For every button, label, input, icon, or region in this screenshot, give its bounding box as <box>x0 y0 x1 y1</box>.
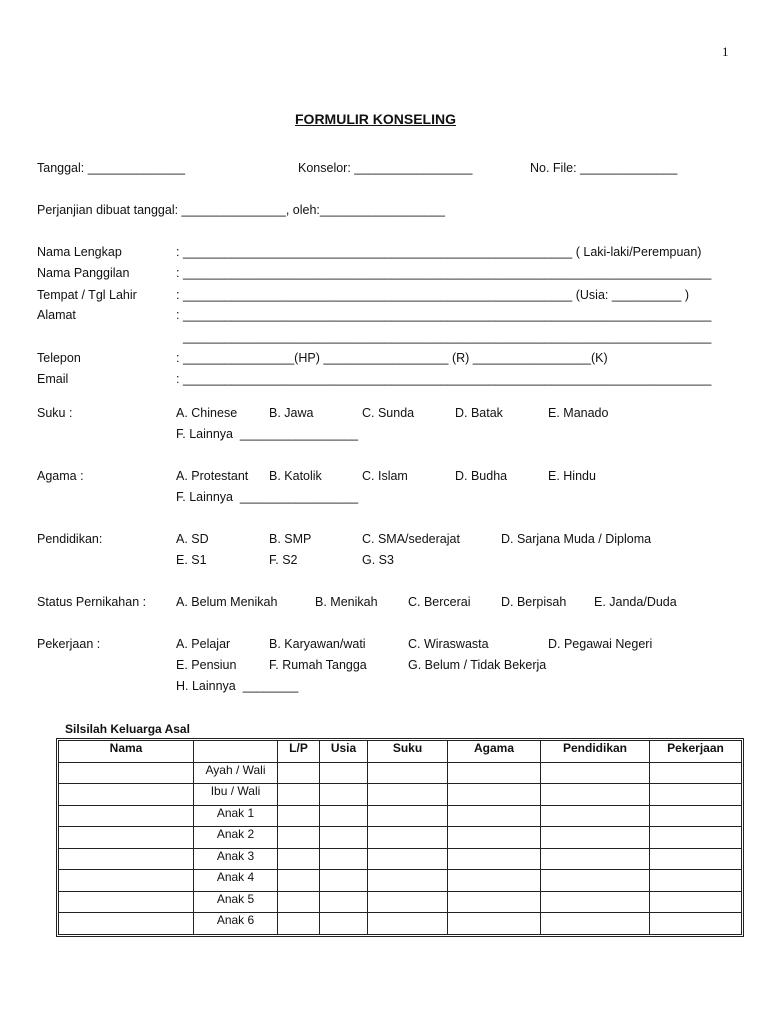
input-cell[interactable] <box>320 913 368 935</box>
header-cell: L/P <box>278 741 320 763</box>
suku-option[interactable]: E. Manado <box>548 406 609 420</box>
table-row <box>59 827 742 849</box>
header-cell: Usia <box>320 741 368 763</box>
input-cell[interactable] <box>448 870 541 892</box>
input-cell[interactable] <box>368 913 448 935</box>
family-table-title: Silsilah Keluarga Asal <box>65 722 190 736</box>
input-cell[interactable] <box>448 784 541 806</box>
input-cell[interactable] <box>541 827 650 849</box>
table-row <box>59 848 742 870</box>
input-cell[interactable] <box>650 827 742 849</box>
table-row <box>59 762 742 784</box>
input-cell[interactable] <box>448 913 541 935</box>
header-cell: Agama <box>448 741 541 763</box>
input-cell[interactable] <box>368 891 448 913</box>
header-cell: Suku <box>368 741 448 763</box>
pendidikan-option[interactable]: D. Sarjana Muda / Diploma <box>501 532 652 546</box>
input-cell[interactable] <box>59 827 194 849</box>
table-row <box>59 913 742 935</box>
pekerjaan-option[interactable]: E. Pensiun <box>176 658 237 672</box>
input-cell[interactable] <box>541 913 650 935</box>
tanggal-field[interactable]: Tanggal: ______________ <box>37 161 186 175</box>
table-row <box>59 805 742 827</box>
pekerjaan-option[interactable]: B. Karyawan/wati <box>269 637 366 651</box>
input-cell[interactable] <box>650 870 742 892</box>
relation-cell: Anak 5 <box>194 891 278 913</box>
input-cell[interactable] <box>59 870 194 892</box>
input-cell[interactable] <box>650 891 742 913</box>
input-cell[interactable] <box>448 827 541 849</box>
input-cell[interactable] <box>320 848 368 870</box>
input-cell[interactable] <box>541 784 650 806</box>
status-option[interactable]: C. Bercerai <box>408 595 471 609</box>
input-cell[interactable] <box>278 913 320 935</box>
relation-cell: Ibu / Wali <box>194 784 278 806</box>
input-cell[interactable] <box>650 848 742 870</box>
input-cell[interactable] <box>448 762 541 784</box>
input-cell[interactable] <box>59 762 194 784</box>
agama-other-field[interactable]: F. Lainnya _________________ <box>176 490 359 504</box>
nama-lengkap-field[interactable]: : ________________________________________________________ ( Laki-laki/Perempuan) <box>176 245 702 259</box>
input-cell[interactable] <box>368 848 448 870</box>
suku-option[interactable]: B. Jawa <box>269 406 314 420</box>
alamat-label: Alamat <box>37 308 76 322</box>
nama-panggilan-label: Nama Panggilan <box>37 266 130 280</box>
pekerjaan-other-field[interactable]: H. Lainnya ________ <box>176 679 299 693</box>
input-cell[interactable] <box>320 891 368 913</box>
family-table <box>58 740 742 935</box>
email-field[interactable]: : ____________________________________________________________________________ <box>176 372 712 386</box>
input-cell[interactable] <box>320 870 368 892</box>
input-cell[interactable] <box>320 784 368 806</box>
input-cell[interactable] <box>368 870 448 892</box>
relation-cell: Ayah / Wali <box>194 762 278 784</box>
input-cell[interactable] <box>541 762 650 784</box>
pendidikan-label: Pendidikan: <box>37 532 103 546</box>
input-cell[interactable] <box>59 848 194 870</box>
pendidikan-option[interactable]: C. SMA/sederajat <box>362 532 460 546</box>
no-file-field[interactable]: No. File: ______________ <box>530 161 678 175</box>
table-row <box>59 784 742 806</box>
telepon-field[interactable]: : ________________(HP) __________________ (R) _________________(K) <box>176 351 608 365</box>
relation-cell: Anak 1 <box>194 805 278 827</box>
input-cell[interactable] <box>278 870 320 892</box>
page-number: 1 <box>722 44 729 59</box>
pendidikan-option[interactable]: F. S2 <box>269 553 298 567</box>
suku-option[interactable]: C. Sunda <box>362 406 415 420</box>
konselor-field[interactable]: Konselor: _________________ <box>298 161 473 175</box>
input-cell[interactable] <box>368 805 448 827</box>
pendidikan-option[interactable]: E. S1 <box>176 553 207 567</box>
relation-cell: Anak 2 <box>194 827 278 849</box>
input-cell[interactable] <box>650 913 742 935</box>
relation-cell: Anak 3 <box>194 848 278 870</box>
input-cell[interactable] <box>278 827 320 849</box>
input-cell[interactable] <box>320 827 368 849</box>
pendidikan-option[interactable]: G. S3 <box>362 553 394 567</box>
alamat-field-line-1[interactable]: : ____________________________________________________________________________ <box>176 308 712 322</box>
input-cell[interactable] <box>368 784 448 806</box>
perjanjian-field[interactable]: Perjanjian dibuat tanggal: _______________, oleh:__________________ <box>37 203 446 217</box>
input-cell[interactable] <box>650 805 742 827</box>
input-cell[interactable] <box>541 848 650 870</box>
status-option[interactable]: D. Berpisah <box>501 595 567 609</box>
input-cell[interactable] <box>320 805 368 827</box>
agama-label: Agama : <box>37 469 84 483</box>
input-cell[interactable] <box>541 891 650 913</box>
input-cell[interactable] <box>650 762 742 784</box>
pekerjaan-option[interactable]: D. Pegawai Negeri <box>548 637 653 651</box>
pendidikan-option[interactable]: B. SMP <box>269 532 312 546</box>
nama-panggilan-field[interactable]: : ____________________________________________________________________________ <box>176 266 712 280</box>
header-cell: Nama <box>59 741 194 763</box>
input-cell[interactable] <box>59 891 194 913</box>
suku-other-field[interactable]: F. Lainnya _________________ <box>176 427 359 441</box>
input-cell[interactable] <box>278 891 320 913</box>
pekerjaan-option[interactable]: G. Belum / Tidak Bekerja <box>408 658 547 672</box>
suku-option[interactable]: A. Chinese <box>176 406 238 420</box>
input-cell[interactable] <box>541 805 650 827</box>
input-cell[interactable] <box>448 891 541 913</box>
status-option[interactable]: B. Menikah <box>315 595 378 609</box>
input-cell[interactable] <box>650 784 742 806</box>
telepon-label: Telepon <box>37 351 81 365</box>
input-cell[interactable] <box>541 870 650 892</box>
status-option[interactable]: A. Belum Menikah <box>176 595 278 609</box>
input-cell[interactable] <box>278 805 320 827</box>
table-row <box>59 891 742 913</box>
relation-cell: Anak 4 <box>194 870 278 892</box>
table-header-row <box>59 741 742 763</box>
alamat-field-line-2[interactable]: ____________________________________________________________________________ <box>176 330 712 344</box>
input-cell[interactable] <box>368 762 448 784</box>
suku-label: Suku : <box>37 406 73 420</box>
suku-option[interactable]: D. Batak <box>455 406 503 420</box>
header-cell <box>194 741 278 763</box>
email-label: Email <box>37 372 69 386</box>
pekerjaan-option[interactable]: A. Pelajar <box>176 637 231 651</box>
nama-lengkap-label: Nama Lengkap <box>37 245 122 259</box>
input-cell[interactable] <box>368 827 448 849</box>
relation-cell: Anak 6 <box>194 913 278 935</box>
pekerjaan-label: Pekerjaan : <box>37 637 101 651</box>
input-cell[interactable] <box>278 762 320 784</box>
pekerjaan-option[interactable]: F. Rumah Tangga <box>269 658 367 672</box>
input-cell[interactable] <box>59 805 194 827</box>
form-title: FORMULIR KONSELING <box>295 111 456 127</box>
input-cell[interactable] <box>448 805 541 827</box>
agama-option[interactable]: B. Katolik <box>269 469 322 483</box>
pekerjaan-option[interactable]: C. Wiraswasta <box>408 637 489 651</box>
input-cell[interactable] <box>320 762 368 784</box>
input-cell[interactable] <box>278 784 320 806</box>
ttl-field[interactable]: : ________________________________________________________ (Usia: __________ ) <box>176 288 689 302</box>
input-cell[interactable] <box>59 784 194 806</box>
agama-option[interactable]: C. Islam <box>362 469 408 483</box>
header-cell: Pendidikan <box>541 741 650 763</box>
input-cell[interactable] <box>278 848 320 870</box>
table-row <box>59 870 742 892</box>
agama-option[interactable]: D. Budha <box>455 469 508 483</box>
input-cell[interactable] <box>59 913 194 935</box>
ttl-label: Tempat / Tgl Lahir <box>37 288 137 302</box>
header-cell: Pekerjaan <box>650 741 742 763</box>
status-label: Status Pernikahan : <box>37 595 147 609</box>
agama-option[interactable]: E. Hindu <box>548 469 596 483</box>
input-cell[interactable] <box>448 848 541 870</box>
status-option[interactable]: E. Janda/Duda <box>594 595 677 609</box>
pendidikan-option[interactable]: A. SD <box>176 532 209 546</box>
agama-option[interactable]: A. Protestant <box>176 469 249 483</box>
